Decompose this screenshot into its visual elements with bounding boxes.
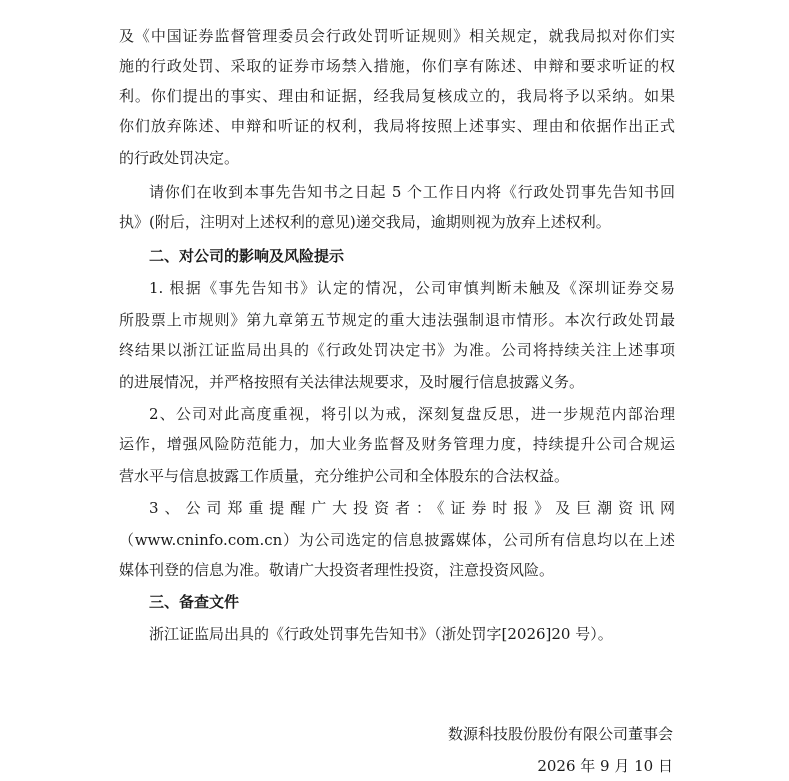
section-heading: 二、对公司的影响及风险提示 [149, 247, 345, 265]
item2-line: 营水平与信息披露工作质量，充分维护公司和全体股东的合法权益。 [119, 467, 570, 485]
item2-line: 运作，增强风险防范能力，加大业务监督及财务管理力度，持续提升公司合规运 [119, 435, 675, 453]
para-receipt-line: 请你们在收到本事先告知书之日起 5 个工作日内将《行政处罚事先告知书回 [149, 183, 675, 201]
para-hearing-line: 你们放弃陈述、申辩和听证的权利，我局将按照上述事实、理由和依据作出正式 [119, 117, 675, 135]
item3-line: （www.cninfo.com.cn）为公司选定的信息披露媒体，公司所有信息均以在上述 [119, 531, 675, 549]
item1-line: 的进展情况，并严格按照有关法律法规要求，及时履行信息披露义务。 [119, 373, 585, 391]
item3-line: 媒体刊登的信息为准。敬请广大投资者理性投资，注意投资风险。 [119, 561, 555, 579]
item1-line: 所股票上市规则》第九章第五节规定的重大违法强制退市情形。本次行政处罚最 [119, 311, 675, 329]
item1-line: 1. 根据《事先告知书》认定的情况，公司审慎判断未触及《深圳证券交易 [149, 279, 675, 297]
reference-document: 浙江证监局出具的《行政处罚事先告知书》（浙处罚字[2026]20 号）。 [149, 625, 613, 643]
para-hearing-line: 的行政处罚决定。 [119, 149, 240, 167]
para-hearing-line: 利。你们提出的事实、理由和证据，经我局复核成立的，我局将予以采纳。如果 [119, 87, 675, 105]
signature-date: 2026 年 9 月 10 日 [537, 757, 673, 775]
para-hearing-line: 施的行政处罚、采取的证券市场禁入措施，你们享有陈述、申辩和要求听证的权 [119, 57, 675, 75]
item2-line: 2、公司对此高度重视，将引以为戒，深刻复盘反思，进一步规范内部治理 [149, 405, 675, 423]
item3-line: 3、公司郑重提醒广大投资者：《证券时报》及巨潮资讯网 [149, 499, 675, 517]
signature-company: 数源科技股份股份有限公司董事会 [447, 725, 673, 743]
para-hearing-line: 及《中国证券监督管理委员会行政处罚听证规则》相关规定，就我局拟对你们实 [119, 27, 675, 45]
item1-line: 终结果以浙江证监局出具的《行政处罚决定书》为准。公司将持续关注上述事项 [119, 341, 675, 359]
section-heading: 三、备查文件 [149, 593, 240, 611]
para-receipt-line: 执》(附后，注明对上述权利的意见)递交我局，逾期则视为放弃上述权利。 [119, 213, 611, 231]
